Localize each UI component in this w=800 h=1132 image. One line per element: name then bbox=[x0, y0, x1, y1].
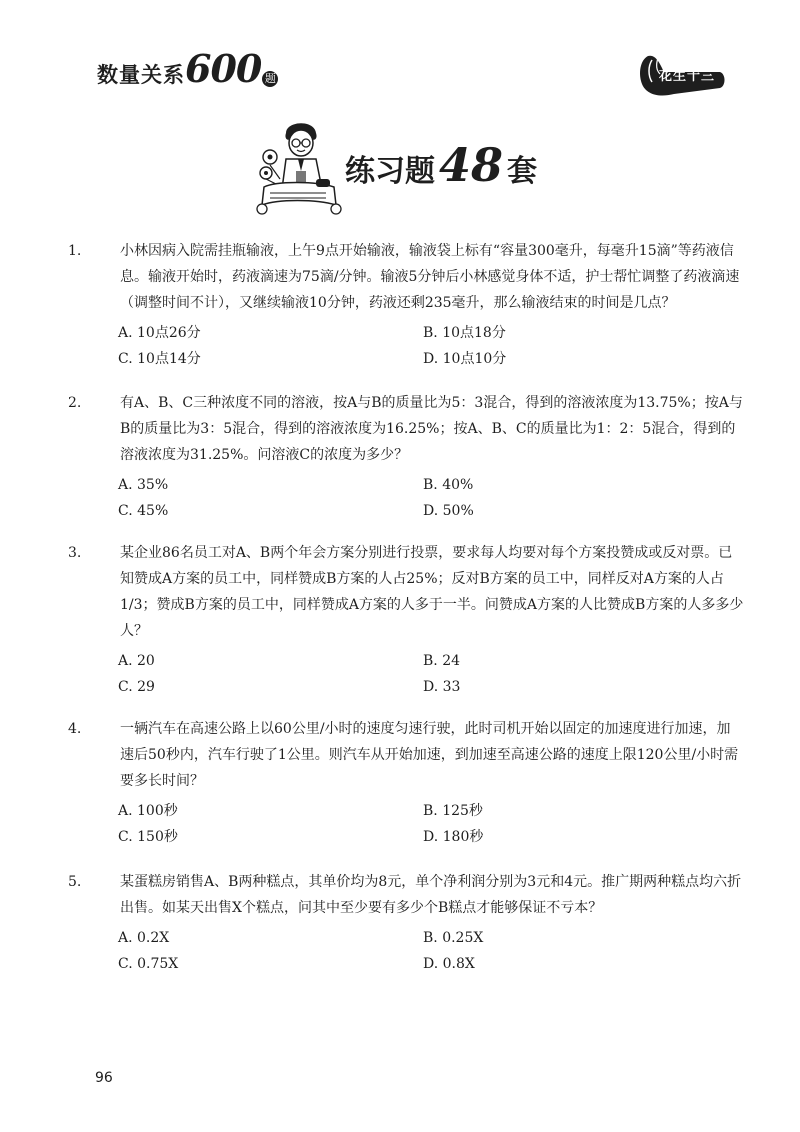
question-stem bbox=[68, 238, 744, 316]
question-text: 某蛋糕房销售A、B两种糕点，其单价均为8元，单个净利润分别为3元和4元。推广期两种糕点均六折出售。如某天出售X个糕点，问其中至少要有多少个B糕点才能够保证不亏本？ bbox=[120, 874, 742, 916]
book-title-main: 数量关系 bbox=[97, 63, 185, 87]
question-5 bbox=[68, 869, 744, 977]
option-label: A. bbox=[118, 325, 133, 341]
option-text: 180秒 bbox=[442, 829, 484, 845]
option-text: 33 bbox=[442, 679, 461, 695]
option-a[interactable] bbox=[118, 798, 423, 824]
book-title bbox=[97, 46, 278, 91]
book-title-number: 600 bbox=[185, 46, 262, 91]
option-label: C. bbox=[118, 503, 133, 519]
option-label: B. bbox=[423, 653, 438, 669]
question-3 bbox=[68, 540, 744, 700]
question-number: 4. bbox=[68, 721, 82, 737]
option-text: 100秒 bbox=[137, 803, 178, 819]
question-number: 3. bbox=[68, 545, 82, 561]
question-text: 某企业86名员工对A、B两个年会方案分别进行投票，要求每人均要对每个方案投赞成或反对票。已知赞成A方案的员工中，同样赞成B方案的人占25%；反对B方案的员工中，同样反对A方案的人占1/3；赞成B方案的员工中，同样赞成A方案的人多于一半。问赞成A方案的人比赞成B方案的人多多少人？ bbox=[120, 545, 744, 639]
option-label: C. bbox=[118, 829, 133, 845]
question-4 bbox=[68, 716, 744, 850]
question-2 bbox=[68, 390, 744, 524]
option-a[interactable] bbox=[118, 472, 423, 498]
option-text: 10点10分 bbox=[442, 351, 507, 367]
question-number: 5. bbox=[68, 874, 82, 890]
answer-options bbox=[118, 925, 744, 977]
question-stem bbox=[68, 869, 744, 921]
option-text: 125秒 bbox=[442, 803, 483, 819]
option-c[interactable] bbox=[118, 674, 423, 700]
brand-logo bbox=[634, 50, 726, 100]
option-label: B. bbox=[423, 930, 438, 946]
option-text: 0.2X bbox=[137, 930, 170, 946]
answer-options bbox=[118, 798, 744, 850]
book-title-suffix: 题 bbox=[262, 71, 278, 87]
option-label: A. bbox=[118, 653, 133, 669]
option-text: 0.25X bbox=[442, 930, 484, 946]
option-text: 45% bbox=[137, 503, 169, 519]
option-label: A. bbox=[118, 477, 133, 493]
question-text: 一辆汽车在高速公路上以60公里/小时的速度匀速行驶，此时司机开始以固定的加速度进行加速，加速后50秒内，汽车行驶了1公里。则汽车从开始加速，到加速至高速公路的速度上限120公里/小时需要多长时间？ bbox=[120, 721, 739, 789]
answer-options bbox=[118, 648, 744, 700]
option-a[interactable] bbox=[118, 925, 423, 951]
option-label: C. bbox=[118, 956, 133, 972]
option-text: 40% bbox=[442, 477, 474, 493]
answer-options bbox=[118, 472, 744, 524]
option-text: 20 bbox=[137, 653, 155, 669]
option-label: B. bbox=[423, 477, 438, 493]
question-number: 2. bbox=[68, 395, 82, 411]
set-title-suffix: 套 bbox=[507, 154, 538, 189]
question-stem bbox=[68, 540, 744, 644]
option-label: A. bbox=[118, 930, 133, 946]
exercise-set-title bbox=[345, 138, 538, 192]
option-b[interactable] bbox=[423, 472, 728, 498]
question-1 bbox=[68, 238, 744, 372]
option-label: D. bbox=[423, 351, 439, 367]
option-c[interactable] bbox=[118, 346, 423, 372]
option-b[interactable] bbox=[423, 648, 728, 674]
option-text: 10点18分 bbox=[442, 325, 506, 341]
option-text: 0.75X bbox=[137, 956, 179, 972]
set-title-prefix: 练习题 bbox=[345, 154, 435, 189]
option-label: C. bbox=[118, 351, 133, 367]
question-stem bbox=[68, 716, 744, 794]
option-label: D. bbox=[423, 956, 439, 972]
brand-name: 花生十三 bbox=[658, 69, 715, 84]
option-text: 10点26分 bbox=[137, 325, 201, 341]
question-number: 1. bbox=[68, 243, 82, 259]
option-label: D. bbox=[423, 503, 439, 519]
option-label: A. bbox=[118, 803, 133, 819]
option-d[interactable] bbox=[423, 498, 728, 524]
option-d[interactable] bbox=[423, 674, 728, 700]
answer-options bbox=[118, 320, 744, 372]
option-d[interactable] bbox=[423, 951, 728, 977]
option-label: D. bbox=[423, 679, 439, 695]
question-text: 有A、B、C三种浓度不同的溶液，按A与B的质量比为5：3混合，得到的溶液浓度为13.75%；按A与B的质量比为3：5混合，得到的溶液浓度为16.25%；按A、B、C的质量比为1：2：5混合，得到的溶液浓度为31.25%。问溶液C的浓度为多少？ bbox=[120, 395, 743, 463]
option-b[interactable] bbox=[423, 925, 728, 951]
option-c[interactable] bbox=[118, 824, 423, 850]
option-text: 150秒 bbox=[137, 829, 178, 845]
option-label: D. bbox=[423, 829, 439, 845]
option-label: B. bbox=[423, 325, 438, 341]
option-text: 10点14分 bbox=[137, 351, 201, 367]
option-c[interactable] bbox=[118, 498, 423, 524]
set-title-number: 48 bbox=[439, 138, 504, 192]
option-c[interactable] bbox=[118, 951, 423, 977]
option-label: C. bbox=[118, 679, 133, 695]
option-d[interactable] bbox=[423, 824, 728, 850]
option-text: 35% bbox=[137, 477, 169, 493]
option-a[interactable] bbox=[118, 648, 423, 674]
teacher-mascot-illustration bbox=[256, 119, 342, 219]
option-label: B. bbox=[423, 803, 438, 819]
option-text: 29 bbox=[137, 679, 155, 695]
option-b[interactable] bbox=[423, 798, 728, 824]
option-d[interactable] bbox=[423, 346, 728, 372]
option-a[interactable] bbox=[118, 320, 423, 346]
option-text: 0.8X bbox=[442, 956, 475, 972]
option-b[interactable] bbox=[423, 320, 728, 346]
option-text: 50% bbox=[442, 503, 474, 519]
question-text: 小林因病入院需挂瓶输液，上午9点开始输液，输液袋上标有“容量300毫升，每毫升15滴”等药液信息。输液开始时，药液滴速为75滴/分钟。输液5分钟后小林感觉身体不适，护士帮忙调整了药液滴速（调整时间不计），又继续输液10分钟，药液还剩235毫升，那么输液结束的时间是几点？ bbox=[120, 243, 740, 311]
question-stem bbox=[68, 390, 744, 468]
page-number: 96 bbox=[95, 1070, 113, 1086]
option-text: 24 bbox=[442, 653, 461, 669]
